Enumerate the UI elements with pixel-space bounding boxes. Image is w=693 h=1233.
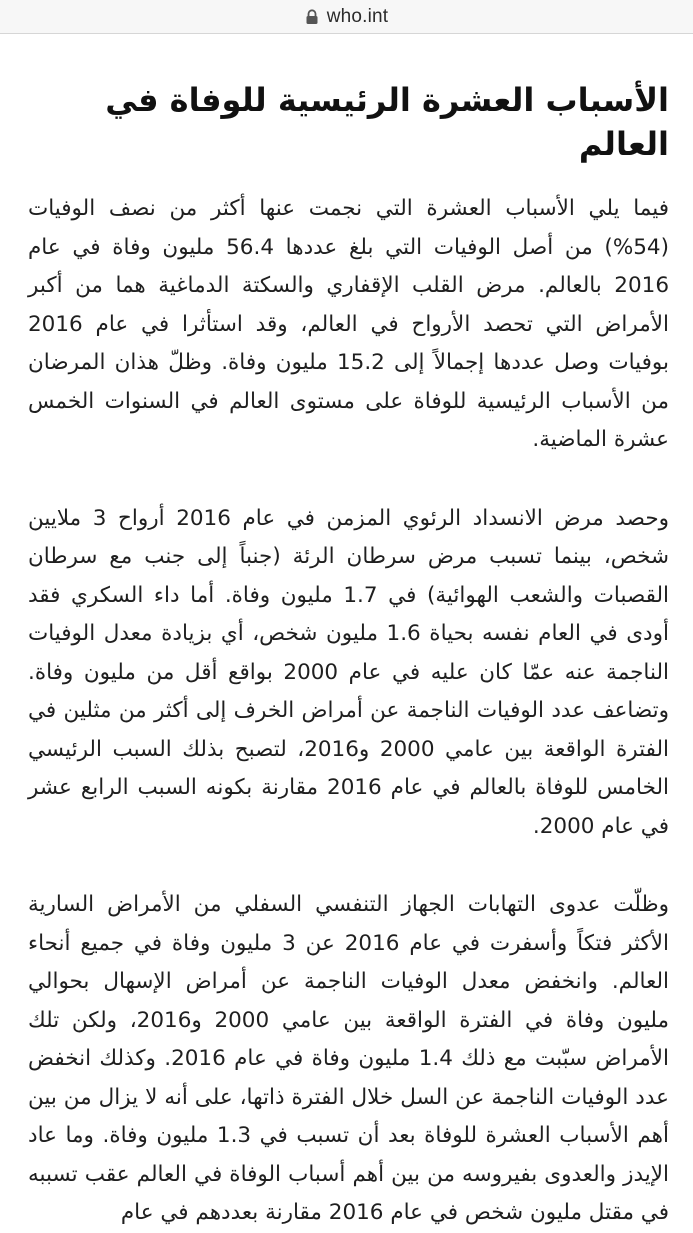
article-paragraph-1: فيما يلي الأسباب العشرة التي نجمت عنها أكثر من نصف الوفيات (54%) من أصل الوفيات التي بلغ عددها 56.4 مليون وفاة في عام 2016 بالعالم. مرض القلب الإقفاري والسكتة الدماغية هما من أكبر الأمراض التي تحصد الأرواح في العالم، وقد استأثرا في عام 2016 بوفيات وصل عددها إجمالاً إلى 15.2 مليون وفاة. وظلّ هذان المرضان من الأسباب الرئيسية للوفاة على مستوى العالم في السنوات الخمس عشرة الماضية. bbox=[28, 196, 669, 452]
url-text[interactable]: who.int bbox=[326, 5, 389, 27]
article-paragraph-2: وحصد مرض الانسداد الرئوي المزمن في عام 2016 أرواح 3 ملايين شخص، بينما تسبب مرض سرطان الرئة (جنباً إلى جنب مع سرطان القصبات والشعب الهوائية) في 1.7 مليون وفاة. أما داء السكري فقد أودى في العام نفسه بحياة 1.6 مليون شخص، أي بزيادة معدل الوفيات الناجمة عنه عمّا كان عليه في عام 2000 بواقع أقل من مليون وفاة. وتضاعف عدد الوفيات الناجمة عن أمراض الخرف إلى أكثر من مثلين في الفترة الواقعة بين عامي 2000 و2016، لتصبح بذلك السبب الرئيسي الخامس للوفاة بالعالم في عام 2016 مقارنة بكونه السبب الرابع عشر في عام 2000. bbox=[28, 505, 669, 839]
lock-icon bbox=[305, 9, 319, 25]
page-title: الأسباب العشرة الرئيسية للوفاة في العالم bbox=[105, 81, 669, 163]
address-bar[interactable] bbox=[0, 0, 693, 34]
article-paragraph-3: وظلّت عدوى التهابات الجهاز التنفسي السفلي من الأمراض السارية الأكثر فتكاً وأسفرت في عام 2016 عن 3 مليون وفاة في جميع أنحاء العالم. وانخفض معدل الوفيات الناجمة عن أمراض الإسهال بحوالي مليون وفاة في الفترة الواقعة بين عامي 2000 و2016، ولكن تلك الأمراض سبّبت مع ذلك 1.4 مليون وفاة في عام 2016. وكذلك انخفض عدد الوفيات الناجمة عن السل خلال الفترة ذاتها، على أنه لا يزال من بين أهم الأسباب العشرة للوفاة بعد أن تسبب في 1.3 مليون وفاة. وما عاد الإيدز والعدوى بفيروسه من بين أهم أسباب الوفاة في العالم عقب تسببه في مقتل مليون شخص في عام 2016 مقارنة بعددهم في عام bbox=[28, 892, 670, 1225]
page-content bbox=[0, 34, 693, 1225]
